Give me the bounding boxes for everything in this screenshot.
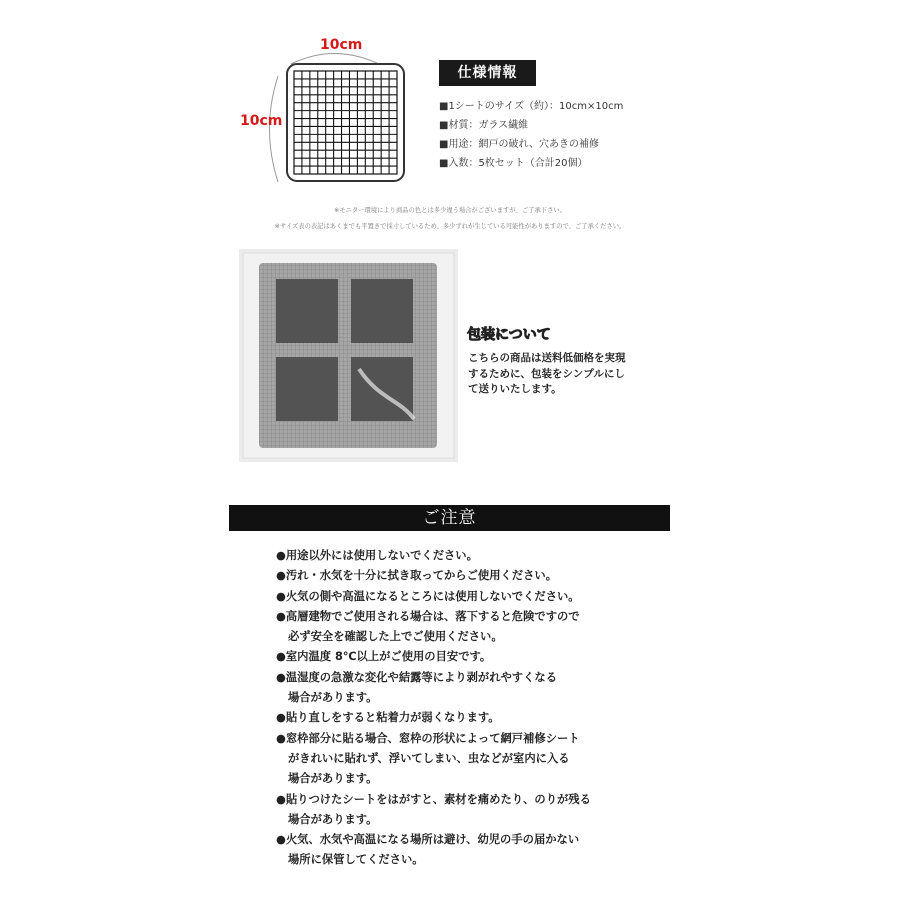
- package-photo-illustration: [239, 249, 458, 462]
- caution-item-text: ●汚れ・水気を十分に拭き取ってからご使用ください。: [276, 569, 557, 583]
- caution-item: [276, 708, 591, 728]
- package-title: 包装について: [467, 327, 551, 343]
- caution-item-text: ●窓枠部分に貼る場合、窓枠の形状によって網戸補修シート: [276, 731, 580, 745]
- caution-item: [276, 566, 591, 586]
- caution-item: [276, 607, 591, 648]
- caution-item-text: ●火気、水気や高温になる場所は避け、幼児の手の届かない: [276, 833, 580, 847]
- caution-item-text: ●温湿度の急激な変化や結露等により剥がれやすくなる: [276, 670, 557, 684]
- caution-item: [276, 830, 591, 871]
- caution-item-continuation: がきれいに貼れず、浮いてしまい、虫などが室内に入る: [288, 751, 570, 765]
- package-description: [468, 351, 668, 398]
- caution-item-text: ●用途以外には使用しないでください。: [276, 549, 478, 562]
- caution-item-text: ●貼り直しをすると粘着力が弱くなります。: [276, 711, 500, 725]
- caution-item-text: ●貼りつけたシートをはがすと、素材を痛めたり、のりが残る: [276, 792, 591, 806]
- package-line: こちらの商品は送料低価格を実現: [468, 352, 626, 364]
- caution-item-continuation: 場合があります。: [288, 691, 378, 705]
- caution-item: [276, 587, 591, 607]
- spec-list: [439, 97, 623, 173]
- package-photo: [239, 249, 458, 462]
- caution-item: [276, 668, 591, 709]
- size-measurement-note: ※サイズ表の表記はあくまでも平置きで採寸しているため、多少ずれが生じている可能性がありますので、ご了承ください。: [274, 223, 626, 230]
- package-line: するために、包装をシンプルにし: [468, 367, 625, 380]
- caution-item: [276, 546, 591, 566]
- caution-item-continuation: 場合があります。: [288, 772, 378, 786]
- package-line: て送りいたします。: [468, 383, 562, 395]
- caution-item-text: ●火気の側や高温になるところには使用しないでください。: [276, 589, 580, 603]
- caution-item: [276, 647, 591, 667]
- height-dimension-label: 10cm: [240, 113, 283, 129]
- caution-item-continuation: 必ず安全を確認した上でご使用ください。: [288, 630, 503, 644]
- caution-item-continuation: 場合があります。: [288, 812, 378, 826]
- caution-item-text: ●高層建物でご使用される場合は、落下すると危険ですので: [276, 609, 580, 623]
- caution-item: [276, 790, 591, 831]
- monitor-color-note: ※モニター環境により商品の色とは多少違う場合がございますが、ご了承下さい。: [334, 207, 566, 214]
- caution-item-continuation: 場所に保管してください。: [288, 853, 424, 867]
- spec-title: 仕様情報: [439, 60, 536, 86]
- spec-item-size: ■1シートのサイズ（約）：10cm×10cm: [439, 101, 624, 112]
- caution-title: ご注意: [229, 505, 670, 531]
- caution-list: [276, 546, 591, 871]
- spec-item-usage: ■用途：網戸の破れ、穴あきの補修: [439, 139, 600, 150]
- spec-item-quantity: ■入数：5枚セット（合計20個）: [439, 158, 588, 169]
- spec-item-material: ■材質：ガラス繊維: [439, 120, 529, 131]
- width-dimension-label: 10cm: [320, 37, 363, 53]
- caution-item-text: ●室内温度 8℃以上がご使用の目安です。: [276, 650, 492, 664]
- caution-item: [276, 729, 591, 790]
